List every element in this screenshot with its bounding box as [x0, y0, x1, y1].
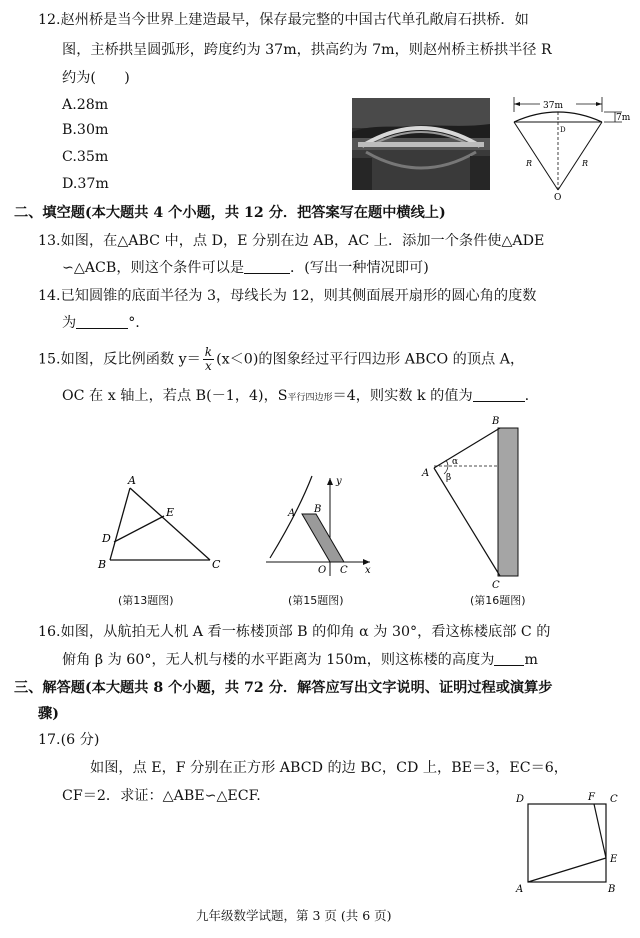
q12-option-d: D.37m [62, 176, 109, 192]
q12-option-b: B.30m [62, 122, 109, 138]
radius-right-label: R [582, 159, 589, 168]
q15-line2a: OC 在 x 轴上，若点 B(－1，4)，S [62, 388, 288, 404]
q14-line1: 14.已知圆锥的底面半径为 3，母线长为 12，则其侧面展开扇形的圆心角的度数 [38, 288, 537, 304]
fig13-label-b: B [98, 558, 107, 571]
q15-fraction-den: x [205, 359, 212, 373]
bridge-arc-diagram [500, 92, 640, 202]
fig13-label-a: A [128, 474, 136, 487]
point-d-label: D [560, 126, 566, 134]
page-footer: 九年级数学试题，第 3 页 (共 6 页) [196, 908, 392, 923]
q15-line2 [62, 386, 529, 408]
fig17-label-a: A [516, 884, 524, 895]
q17-line1: 如图，点 E，F 分别在正方形 ABCD 的边 BC，CD 上，BE＝3，EC＝6， [90, 760, 568, 776]
fig13-label-d: D [102, 532, 111, 545]
fig13-label-e: E [166, 506, 175, 519]
q12-option-a: A.28m [62, 97, 109, 113]
q15-fraction-num: k [204, 345, 213, 359]
q16-line2 [62, 650, 538, 670]
q17-line2: CF＝2．求证：△ABE∽△ECF. [62, 788, 261, 804]
fig16-label-alpha: α [452, 457, 459, 467]
q15-line1 [38, 346, 524, 373]
figure-13-triangle [92, 472, 232, 572]
q15-pre: 15.如图，反比例函数 y＝ [38, 351, 201, 368]
fig15-label-b: B [314, 504, 322, 515]
fig17-label-e: E [610, 854, 618, 865]
section3-heading-line2: 骤) [38, 706, 59, 722]
fig15-label-o: O [318, 565, 327, 576]
figure-17-square [510, 788, 630, 896]
fig17-label-c: C [610, 794, 618, 805]
fig13-label-c: C [212, 558, 221, 571]
q12-line1: 12.赵州桥是当今世界上建造最早，保存最完整的中国古代单孔敞肩石拱桥．如 [38, 12, 529, 28]
fig13-caption: (第13题图) [118, 594, 174, 607]
q15-answer-blank[interactable] [473, 387, 525, 402]
q17-head: 17.(6 分) [38, 732, 100, 748]
fig17-label-b: B [608, 884, 616, 895]
fig15-label-y: y [336, 476, 342, 487]
q13-line1: 13.如图，在△ABC 中，点 D，E 分别在边 AB，AC 上．添加一个条件使△ADE [38, 233, 545, 249]
bridge-photo [352, 98, 490, 190]
span-label: 37m [543, 101, 563, 111]
fig17-label-d: D [516, 794, 525, 805]
q15-line2b: ＝4，则实数 k 的值为 [332, 388, 473, 404]
q15-post: (x＜0)的图象经过平行四边形 ABCO 的顶点 A， [216, 351, 525, 368]
section3-heading-line1: 三、解答题(本大题共 8 个小题，共 72 分．解答应写出文字说明、证明过程或演算步 [14, 680, 553, 696]
figure-16-drone-building [414, 412, 544, 590]
q16-line2a: 俯角 β 为 60°，无人机与楼的水平距离为 150m，则这栋楼的高度为 [62, 652, 495, 668]
figure-15-graph [262, 472, 378, 580]
q14-answer-blank[interactable] [76, 314, 128, 329]
radius-left-label: R [526, 159, 533, 168]
fig16-label-b: B [492, 416, 500, 427]
q15-subscript: 平行四边形 [287, 393, 333, 403]
fig16-label-c: C [492, 580, 500, 590]
q13-line2b: ．(写出一种情况即可) [290, 260, 429, 276]
q13-line2a: ∽△ACB，则这个条件可以是 [62, 260, 245, 276]
center-o-label: O [554, 193, 562, 202]
fig16-caption: (第16题图) [470, 594, 526, 607]
section2-heading: 二、填空题(本大题共 4 个小题，共 12 分．把答案写在题中横线上) [14, 205, 446, 221]
fig17-label-f: F [588, 792, 595, 803]
q16-line1: 16.如图，从航拍无人机 A 看一栋楼顶部 B 的仰角 α 为 30°，看这栋楼底部 C 的 [38, 624, 551, 640]
fig15-caption: (第15题图) [288, 594, 344, 607]
q14-line2a: 为 [62, 315, 77, 331]
fig15-label-c: C [340, 565, 348, 576]
q12-option-c: C.35m [62, 149, 109, 165]
q13-line2 [62, 258, 429, 278]
q16-line2b: m [524, 652, 538, 668]
q12-line3: 约为( ) [62, 70, 130, 86]
q14-line2 [62, 313, 140, 333]
q12-line2: 图，主桥拱呈圆弧形，跨度约为 37m，拱高约为 7m，则赵州桥主桥拱半径 R [62, 42, 552, 58]
fig16-label-a: A [422, 468, 430, 479]
fig16-label-beta: β [446, 473, 452, 483]
q15-fraction [203, 346, 214, 373]
q13-answer-blank[interactable] [244, 259, 290, 274]
q14-line2b: °. [128, 315, 140, 331]
q15-line2c: . [524, 388, 530, 404]
height-label: 7m [616, 113, 631, 123]
q16-answer-blank[interactable] [494, 651, 524, 666]
fig15-label-a: A [288, 508, 296, 519]
fig15-label-x: x [365, 565, 371, 576]
